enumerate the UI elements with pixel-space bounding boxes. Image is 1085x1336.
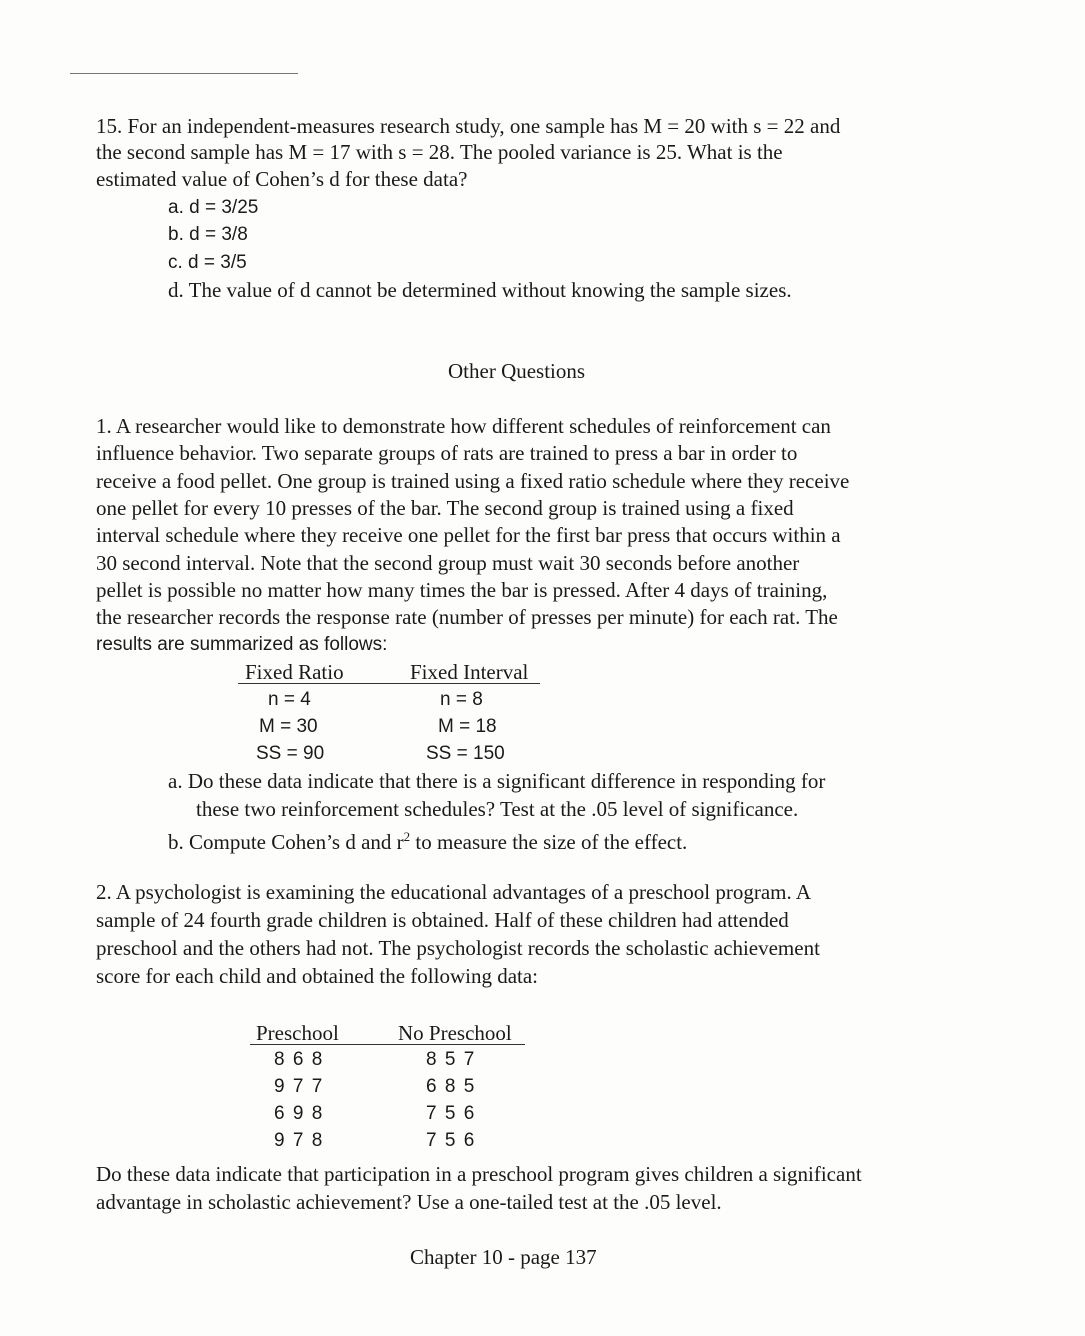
q2-question: advantage in scholastic achievement? Use a one-tailed test at the .05 level.	[96, 1190, 722, 1214]
top-rule	[70, 73, 298, 74]
part-b-text: to measure the size of the effect.	[410, 830, 688, 854]
q1-line: receive a food pellet. One group is trained using a fixed ratio schedule where they receive	[96, 469, 850, 493]
q15-option-d: d. The value of d cannot be determined without knowing the sample sizes.	[168, 278, 792, 302]
table-header: Fixed Ratio	[245, 660, 344, 684]
q15-line: estimated value of Cohen’s d for these data?	[96, 167, 468, 191]
table-cell: 9 7 8	[274, 1130, 323, 1151]
q1-part-b	[168, 825, 687, 854]
q15-option-b: b. d = 3/8	[168, 224, 248, 245]
page-footer: Chapter 10 - page 137	[410, 1245, 597, 1269]
q1-line: 30 second interval. Note that the second group must wait 30 seconds before another	[96, 551, 800, 575]
q15-line: 15. For an independent-measures research study, one sample has M = 20 with s = 22 and	[96, 114, 841, 138]
table-cell: 9 7 7	[274, 1076, 323, 1097]
q1-line: 1. A researcher would like to demonstrate how different schedules of reinforcement can	[96, 414, 831, 438]
table-cell: SS = 90	[256, 743, 325, 764]
table-cell: 6 8 5	[426, 1076, 475, 1097]
q15-option-c: c. d = 3/5	[168, 252, 247, 273]
table-cell: 7 5 6	[426, 1130, 475, 1151]
q15-line: the second sample has M = 17 with s = 28. The pooled variance is 25. What is the	[96, 140, 783, 164]
part-b-text: b. Compute Cohen’s d and r	[168, 830, 404, 854]
q1-line: one pellet for every 10 presses of the bar. The second group is trained using a fixed	[96, 496, 794, 520]
table-header: Fixed Interval	[410, 660, 529, 684]
q1-line: interval schedule where they receive one pellet for the first bar press that occurs within a	[96, 523, 841, 547]
q15-option-a: a. d = 3/25	[168, 197, 259, 218]
table-cell: 8 5 7	[426, 1049, 475, 1070]
superscript: 2	[403, 829, 411, 844]
q1-part-a: these two reinforcement schedules? Test at the .05 level of significance.	[196, 797, 799, 821]
table-cell: n = 4	[268, 689, 311, 710]
q1-line: the researcher records the response rate (number of presses per minute) for each rat. The	[96, 605, 838, 629]
table-cell: 7 5 6	[426, 1103, 475, 1124]
q2-line: score for each child and obtained the following data:	[96, 964, 539, 988]
table-cell: SS = 150	[426, 743, 505, 764]
table-cell: 8 6 8	[274, 1049, 323, 1070]
table-cell: M = 18	[438, 716, 497, 737]
table-header: No Preschool	[398, 1021, 512, 1045]
table-header: Preschool	[256, 1021, 339, 1045]
q2-line: preschool and the others had not. The psychologist records the scholastic achievement	[96, 936, 820, 960]
q1-line: pellet is possible no matter how many times the bar is pressed. After 4 days of training,	[96, 578, 828, 602]
section-title: Other Questions	[448, 359, 586, 383]
table-cell: M = 30	[259, 716, 318, 737]
table-cell: 6 9 8	[274, 1103, 323, 1124]
q2-line: sample of 24 fourth grade children is obtained. Half of these children had attended	[96, 908, 789, 932]
q2-line: 2. A psychologist is examining the educational advantages of a preschool program. A	[96, 880, 812, 904]
q1-line: results are summarized as follows:	[96, 634, 388, 655]
table-cell: n = 8	[440, 689, 483, 710]
q2-question: Do these data indicate that participation in a preschool program gives children a significant	[96, 1162, 862, 1186]
q1-line: influence behavior. Two separate groups of rats are trained to press a bar in order to	[96, 441, 798, 465]
q1-part-a: a. Do these data indicate that there is a significant difference in responding for	[168, 769, 826, 793]
